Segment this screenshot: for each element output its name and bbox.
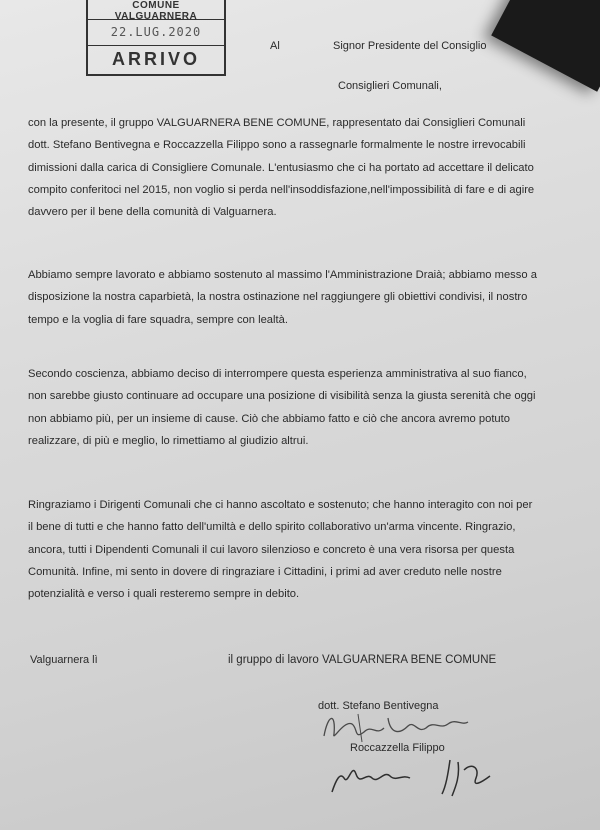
closing-group: il gruppo di lavoro VALGUARNERA BENE COMUNE <box>228 654 497 666</box>
signature-1 <box>318 706 478 750</box>
stamp-comune-label: COMUNE <box>132 0 180 11</box>
signature-2 <box>330 752 530 800</box>
arrival-stamp <box>86 0 226 76</box>
signer-2-name: Roccazzella Filippo <box>350 742 445 754</box>
addressee-line2: Consiglieri Comunali, <box>338 80 442 92</box>
page-corner-shadow <box>491 0 600 92</box>
paragraph-3: Secondo coscienza, abbiamo deciso di interrompere questa esperienza amministrativa al suo fianco, non sarebbe giusto continuare ad occupare una posizione di visibilità senza la giusta serenità che oggi non abbiamo più, per un insieme di cause. Ciò che abbiamo fatto e ciò che ancora avremo potuto realizzare, di più e meglio, lo rimettiamo al giudizio altrui. <box>28 368 536 447</box>
stamp-town-label: VALGUARNERA <box>114 11 198 22</box>
paragraph-1: con la presente, il gruppo VALGUARNERA BENE COMUNE, rappresentato dai Consiglieri Comunali dott. Stefano Bentivegna e Roccazzella Filippo sono a rassegnarle formalmente le nostre irrevocabili dimissioni dalla carica di Consigliere Comunale. L'entusiasmo che ci ha portato ad accettare il delicato compito conferitoci nel 2015, non voglio si perda nell'insoddisfazione,nell'impossibilità di fare e di agire davvero per il bene della comunità di Valguarnera. <box>28 117 535 219</box>
paragraph-4: Ringraziamo i Dirigenti Comunali che ci hanno ascoltato e sostenuto; che hanno interagito con noi per il bene di tutti e che hanno fatto dell'umiltà e dello spirito collaborativo un'arma vincente. Ringrazio, ancora, tutti i Dipendenti Comunali il cui lavoro silenzioso e concreto è una vera risorsa per questa Comunità. Infine, mi sento in dovere di ringraziare i Cittadini, i primi ad aver creduto nelle nostre potenzialità e verso i quali resteremo sempre in debito. <box>28 499 533 601</box>
stamp-date: 22.LUG.2020 <box>88 20 224 46</box>
addressee-al: Al <box>270 40 280 52</box>
closing-place: Valguarnera lì <box>30 654 98 666</box>
stamp-header <box>88 0 224 20</box>
paragraph-2: Abbiamo sempre lavorato e abbiamo sostenuto al massimo l'Amministrazione Draià; abbiamo messo a disposizione la nostra caparbietà, la nostra ostinazione nel raggiungere gli obiettivi condivisi, il nostro tempo e la voglia di fare squadra, sempre con lealtà. <box>28 269 537 326</box>
signer-1-name: dott. Stefano Bentivegna <box>318 700 439 712</box>
stamp-arrivo-label: ARRIVO <box>111 49 200 69</box>
addressee-line1: Signor Presidente del Consiglio <box>333 40 487 52</box>
